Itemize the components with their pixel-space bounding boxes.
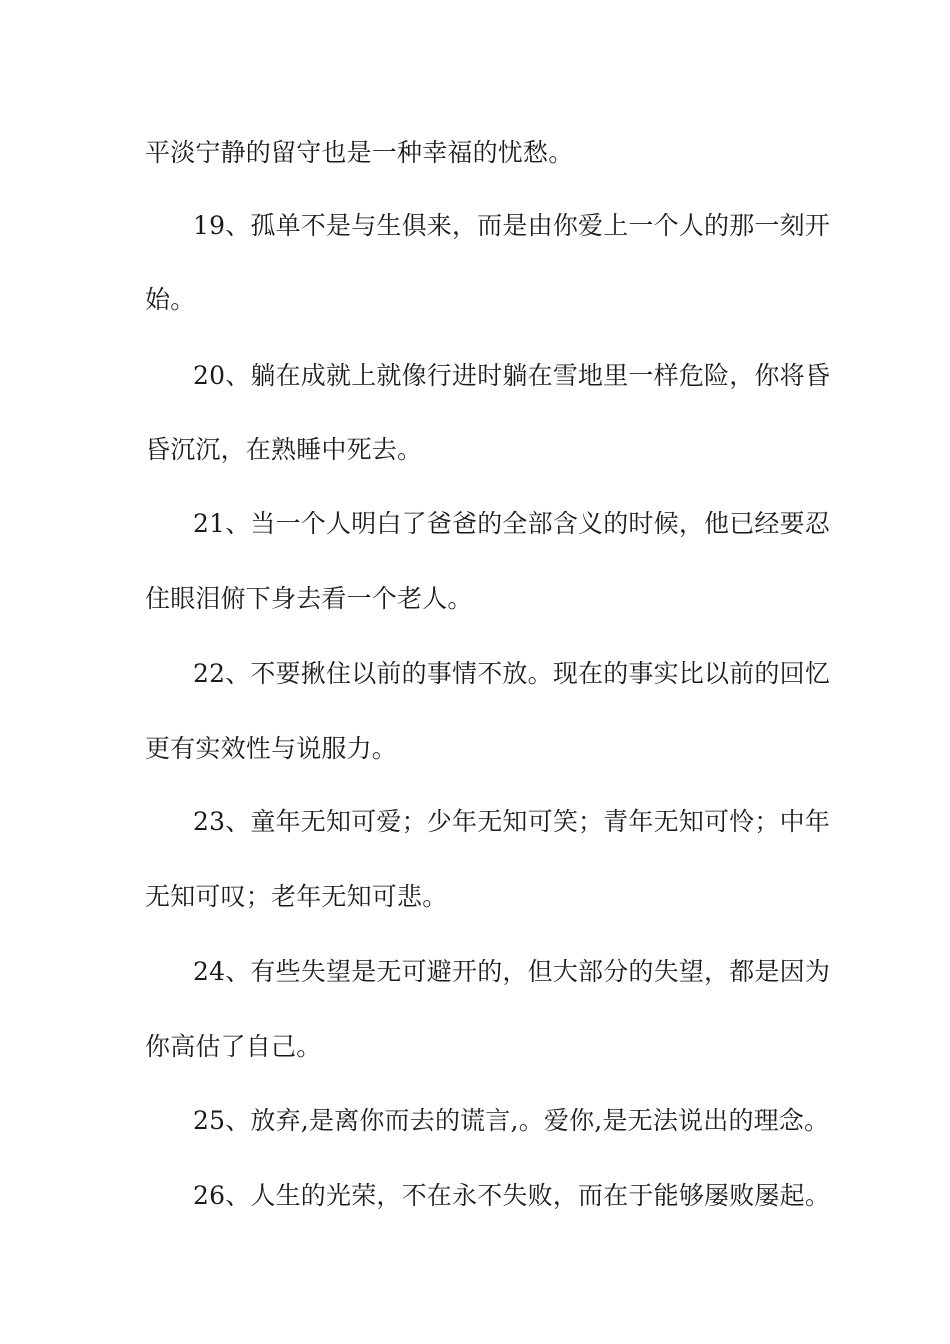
paragraph-line: 始。 [145,285,196,314]
paragraph-line: 你高估了自己。 [145,1032,322,1061]
paragraph-line: 25、放弃,是离你而去的谎言,。爱你,是无法说出的理念。 [193,1106,830,1135]
paragraph-line: 26、人生的光荣，不在永不失败，而在于能够屡败屡起。 [193,1181,831,1210]
paragraph-line: 住眼泪俯下身去看一个老人。 [145,584,473,613]
paragraph-line: 22、不要揪住以前的事情不放。现在的事实比以前的回忆 [193,659,831,688]
paragraph-line: 23、童年无知可爱；少年无知可笑；青年无知可怜；中年 [193,807,831,836]
paragraph-line: 21、当一个人明白了爸爸的全部含义的时候，他已经要忍 [193,509,831,538]
paragraph-line: 昏沉沉，在熟睡中死去。 [145,435,423,464]
paragraph-line: 24、有些失望是无可避开的，但大部分的失望，都是因为 [193,957,831,986]
paragraph-line: 无知可叹；老年无知可悲。 [145,882,448,911]
paragraph-line: 平淡宁静的留守也是一种幸福的忧愁。 [145,138,574,167]
paragraph-line: 更有实效性与说服力。 [145,734,398,763]
paragraph-line: 20、躺在成就上就像行进时躺在雪地里一样危险，你将昏 [193,361,831,390]
paragraph-line: 19、孤单不是与生俱来，而是由你爱上一个人的那一刻开 [193,211,831,240]
